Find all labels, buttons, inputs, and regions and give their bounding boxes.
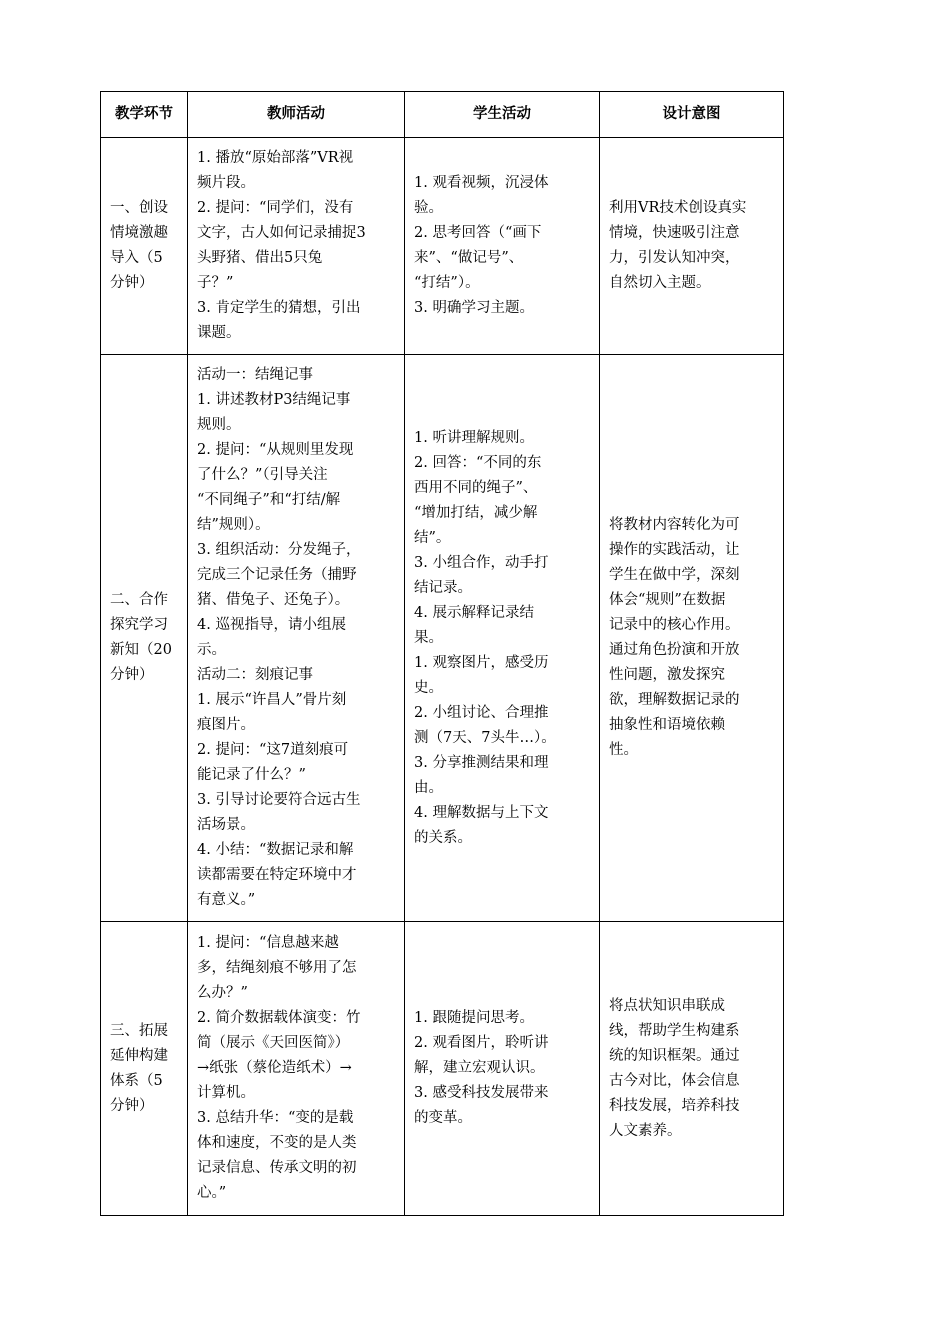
cell-text-line: 分钟）: [110, 275, 154, 291]
cell-text-line: 有意义。”: [197, 892, 256, 908]
cell-text-line: 自然切入主题。: [609, 275, 711, 291]
cell-text-line: 利用VR技术创设真实: [609, 200, 747, 216]
cell-text-line: 结”规则）。: [197, 517, 270, 533]
cell-text-line: 3. 感受科技发展带来: [414, 1085, 549, 1101]
cell-text-line: 1. 观看视频，沉浸体: [414, 175, 549, 191]
cell-text-line: 读都需要在特定环境中才: [197, 867, 357, 883]
cell-text-line: 能记录了什么？”: [197, 767, 306, 783]
cell-text-line: 1. 播放“原始部落”VR视: [197, 150, 354, 166]
cell-text-line: 活动二：刻痕记事: [197, 667, 313, 683]
student-activity-cell: [405, 355, 600, 922]
stage-cell: [101, 922, 188, 1216]
cell-text-line: “打结”）。: [414, 275, 480, 291]
cell-text-line: 2. 小组讨论、合理推: [414, 704, 549, 721]
cell-text-line: 将教材内容转化为可: [609, 517, 740, 533]
cell-text-line: 头野猪、借出5只兔: [197, 250, 323, 266]
cell-text-line: 体系（5: [110, 1072, 163, 1089]
cell-text-line: 测（7天、7头牛…）。: [414, 729, 556, 746]
teacher-activity-cell: [188, 138, 405, 355]
design-intent-cell: [600, 138, 784, 355]
cell-text-line: 猪、借兔子、还兔子）。: [197, 592, 350, 608]
cell-text-line: 的关系。: [414, 829, 472, 846]
cell-text-line: 体会“规则”在数据: [609, 592, 726, 608]
teacher-activity-cell: [188, 922, 405, 1216]
cell-text-line: 导入（5: [110, 250, 163, 266]
cell-text-line: 1. 听讲理解规则。: [414, 429, 534, 446]
stage-cell: [101, 138, 188, 355]
cell-text-line: 多，结绳刻痕不够用了怎: [197, 960, 357, 976]
cell-text-line: 情境，快速吸引注意: [609, 225, 740, 241]
cell-text-line: 规则。: [197, 417, 241, 433]
cell-text-line: 1. 跟随提问思考。: [414, 1010, 534, 1026]
cell-text-line: 史。: [414, 679, 443, 696]
table-row: [101, 922, 784, 1216]
cell-text-line: 心。”: [197, 1185, 227, 1201]
cell-text-line: 解，建立宏观认识。: [414, 1060, 545, 1076]
cell-text-line: 结记录。: [414, 579, 472, 596]
cell-text-line: 人文素养。: [609, 1122, 682, 1139]
teacher-activity-cell: [188, 355, 405, 922]
cell-text-line: 3. 组织活动：分发绳子，: [197, 542, 361, 558]
cell-text-line: 2. 回答：“不同的东: [414, 454, 542, 471]
cell-text-line: 由。: [414, 779, 443, 796]
cell-text-line: 4. 巡视指导，请小组展: [197, 617, 346, 633]
lesson-plan-table: [100, 91, 784, 1216]
cell-text-line: 二、合作: [110, 592, 168, 608]
header-student-activity: 学生活动: [405, 92, 600, 138]
cell-text-line: 学生在做中学，深刻: [609, 567, 740, 583]
cell-text-line: 1. 观察图片，感受历: [414, 654, 549, 671]
cell-text-line: 3. 明确学习主题。: [414, 300, 534, 316]
cell-text-line: 科技发展，培养科技: [609, 1097, 740, 1114]
cell-text-line: 结”。: [414, 529, 451, 546]
cell-text-line: 简（展示《天回医简》）: [197, 1035, 350, 1051]
cell-text-line: 验。: [414, 200, 443, 216]
cell-text-line: 统的知识框架。通过: [609, 1047, 740, 1064]
cell-text-line: 课题。: [197, 325, 241, 341]
cell-text-line: 三、拓展: [110, 1022, 168, 1039]
cell-text-line: 情境激趣: [110, 225, 168, 241]
stage-cell: [101, 355, 188, 922]
cell-text-line: 1. 讲述教材P3结绳记事: [197, 392, 351, 408]
cell-text-line: 欲，理解数据记录的: [609, 692, 740, 708]
cell-text-line: 通过角色扮演和开放: [609, 642, 740, 658]
table-row: [101, 355, 784, 922]
cell-text-line: 子？”: [197, 275, 234, 291]
cell-text-line: 西用不同的绳子”、: [414, 479, 538, 496]
cell-text-line: 文字，古人如何记录捕捉3: [197, 225, 366, 241]
cell-text-line: “增加打结，减少解: [414, 504, 538, 521]
cell-text-line: 性问题，激发探究: [609, 667, 725, 683]
design-intent-cell: [600, 922, 784, 1216]
cell-text-line: 分钟）: [110, 1097, 154, 1114]
cell-text-line: 体和速度，不变的是人类: [197, 1135, 357, 1151]
table-row: [101, 138, 784, 355]
cell-text-line: 操作的实践活动，让: [609, 542, 740, 558]
student-activity-cell: [405, 138, 600, 355]
cell-text-line: 2. 提问：“这7道刻痕可: [197, 742, 349, 758]
cell-text-line: 了什么？”（引导关注: [197, 467, 328, 483]
cell-text-line: 3. 分享推测结果和理: [414, 754, 549, 771]
cell-text-line: 4. 理解数据与上下文: [414, 804, 549, 821]
cell-text-line: “不同绳子”和“打结/解: [197, 492, 341, 508]
cell-text-line: 痕图片。: [197, 717, 255, 733]
cell-text-line: 延伸构建: [110, 1047, 168, 1064]
header-teacher-activity: 教师活动: [188, 92, 405, 138]
cell-text-line: 1. 提问：“信息越来越: [197, 935, 339, 951]
cell-text-line: 来”、“做记号”、: [414, 250, 524, 266]
cell-text-line: 新知（20: [110, 642, 172, 658]
cell-text-line: 力，引发认知冲突，: [609, 250, 740, 266]
cell-text-line: 3. 小组合作，动手打: [414, 554, 549, 571]
cell-text-line: 记录中的核心作用。: [609, 617, 740, 633]
cell-text-line: 将点状知识串联成: [609, 997, 725, 1014]
cell-text-line: 古今对比，体会信息: [609, 1072, 740, 1089]
cell-text-line: 活场景。: [197, 817, 255, 833]
design-intent-cell: [600, 355, 784, 922]
cell-text-line: 活动一：结绳记事: [197, 367, 313, 383]
cell-text-line: 分钟）: [110, 667, 154, 683]
cell-text-line: 2. 提问：“从规则里发现: [197, 442, 354, 458]
table-header-row: [101, 92, 784, 138]
cell-text-line: 的变革。: [414, 1110, 472, 1126]
cell-text-line: 示。: [197, 642, 226, 658]
cell-text-line: 性。: [609, 742, 638, 758]
cell-text-line: 抽象性和语境依赖: [609, 717, 725, 733]
header-design-intent: 设计意图: [600, 92, 784, 138]
cell-text-line: 3. 总结升华：“变的是载: [197, 1110, 354, 1126]
cell-text-line: 2. 简介数据载体演变：竹: [197, 1010, 361, 1026]
cell-text-line: →纸张（蔡伦造纸术）→: [197, 1060, 352, 1076]
cell-text-line: 3. 肯定学生的猜想，引出: [197, 300, 361, 316]
header-stage: 教学环节: [101, 92, 188, 138]
cell-text-line: 果。: [414, 629, 443, 646]
student-activity-cell: [405, 922, 600, 1216]
cell-text-line: 么办？”: [197, 985, 248, 1001]
cell-text-line: 记录信息、传承文明的初: [197, 1160, 357, 1176]
cell-text-line: 频片段。: [197, 175, 255, 191]
cell-text-line: 2. 思考回答（“画下: [414, 225, 542, 241]
cell-text-line: 计算机。: [197, 1085, 255, 1101]
cell-text-line: 1. 展示“许昌人”骨片刻: [197, 692, 347, 708]
cell-text-line: 2. 提问：“同学们，没有: [197, 200, 354, 216]
cell-text-line: 完成三个记录任务（捕野: [197, 567, 357, 583]
cell-text-line: 3. 引导讨论要符合远古生: [197, 792, 361, 808]
cell-text-line: 一、创设: [110, 200, 168, 216]
cell-text-line: 线，帮助学生构建系: [609, 1022, 740, 1039]
cell-text-line: 4. 展示解释记录结: [414, 604, 534, 621]
cell-text-line: 探究学习: [110, 617, 168, 633]
cell-text-line: 4. 小结：“数据记录和解: [197, 842, 354, 858]
cell-text-line: 2. 观看图片，聆听讲: [414, 1035, 549, 1051]
